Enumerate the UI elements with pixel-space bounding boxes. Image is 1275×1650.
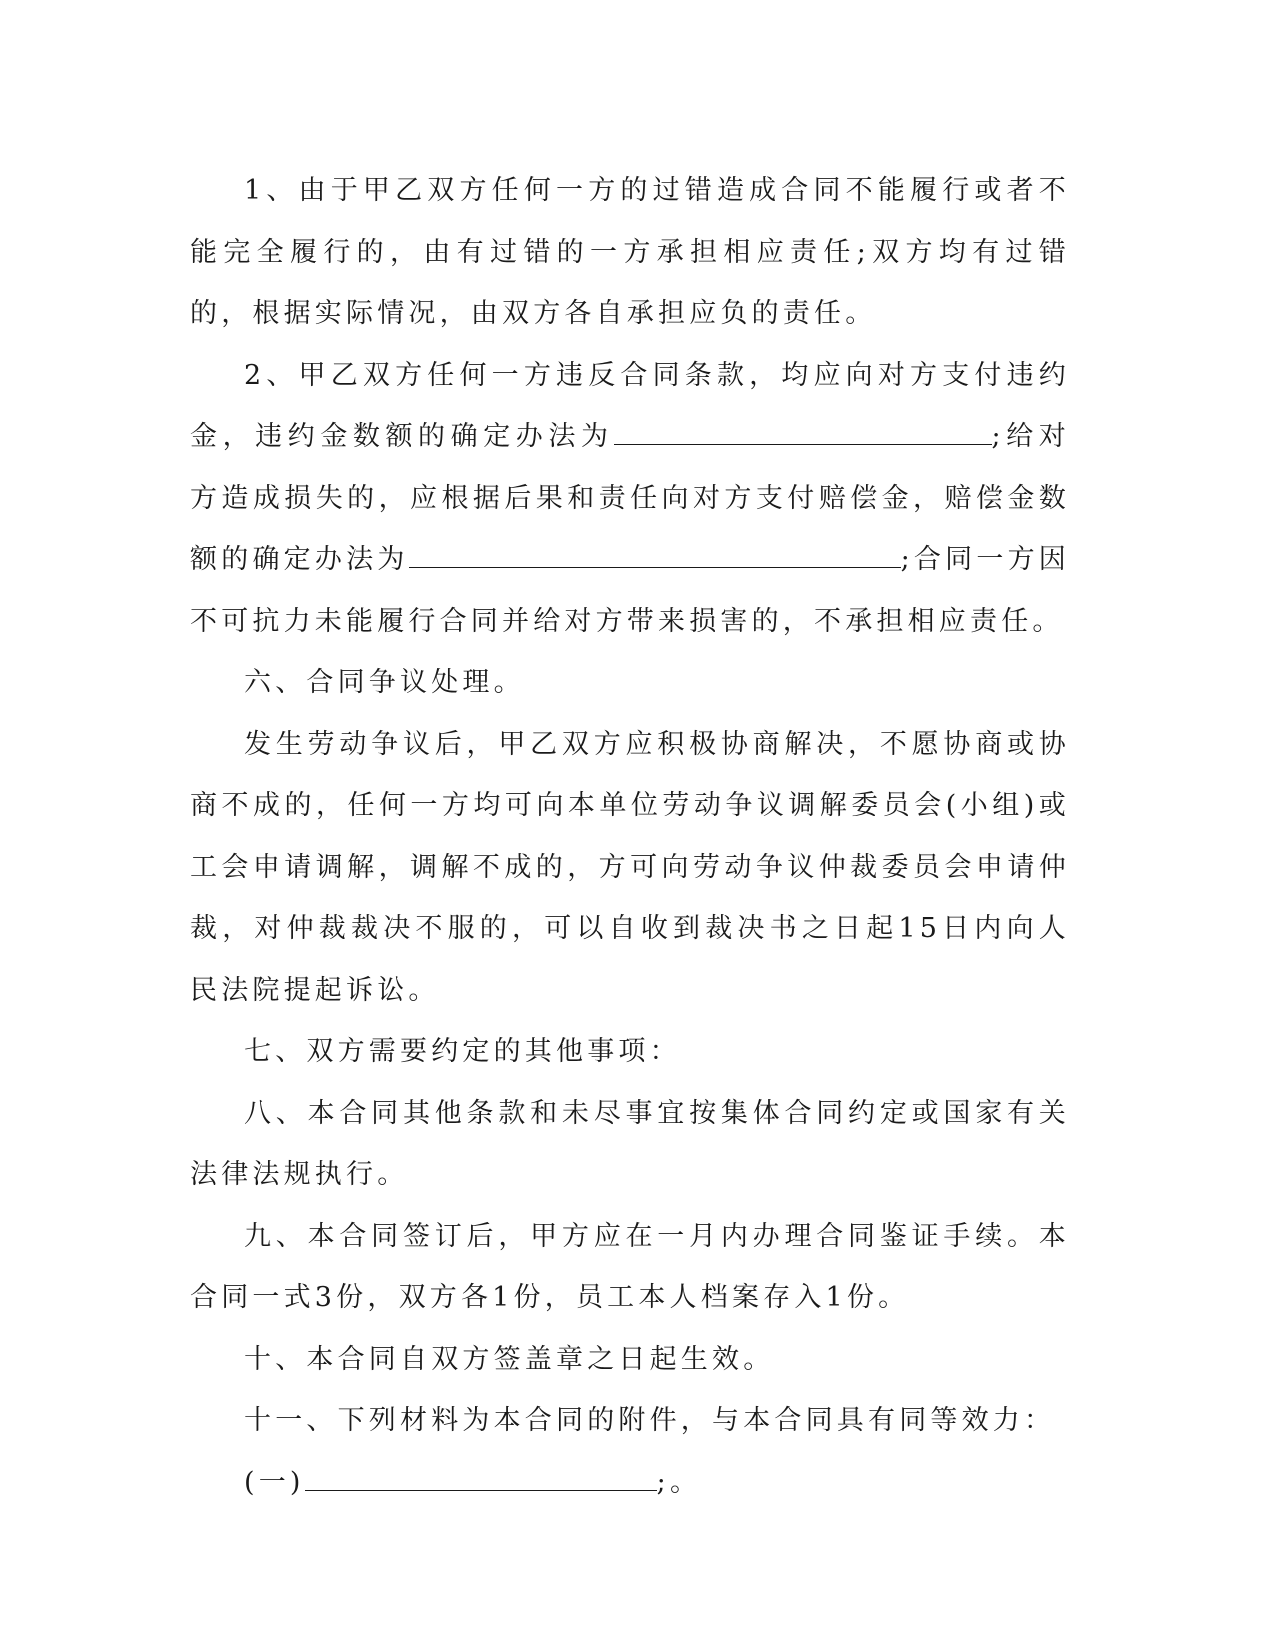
document-page — [190, 160, 1070, 1513]
fill-blank-compensation-method[interactable] — [409, 541, 901, 568]
clause-liquidated-damages: 2、甲乙双方任何一方违反合同条款，均应向对方支付违约金，违约金数额的确定办法为 ;给对方造成损失的，应根据后果和责任向对方支付赔偿金，赔偿金数额的确定办法为 ;合同一方因不可抗力未能履行合同并给对方带来损害的，不承担相应责任。 — [190, 359, 1070, 637]
section-other-matters: 七、双方需要约定的其他事项： — [244, 1036, 681, 1067]
section-attachments: 十一、下列材料为本合同的附件，与本合同具有同等效力： — [244, 1405, 1056, 1436]
fill-blank-attachment-1[interactable] — [305, 1464, 657, 1491]
section-dispute-heading: 六、合同争议处理。 — [244, 667, 525, 698]
fill-blank-penalty-method[interactable] — [614, 418, 992, 445]
section-effective-date: 十、本合同自双方签盖章之日起生效。 — [244, 1343, 775, 1375]
section-unresolved-terms: 八、本合同其他条款和未尽事宜按集体合同约定或国家有关法律法规执行。 — [190, 1097, 1070, 1190]
attachment-item-1: (一) ;。 — [190, 1452, 1070, 1514]
clause-dispute-resolution: 发生劳动争议后，甲乙双方应积极协商解决，不愿协商或协商不成的，任何一方均可向本单位劳动争议调解委员会(小组)或工会申请调解，调解不成的，方可向劳动争议仲裁委员会申请仲裁，对仲裁裁决不服的，可以自收到裁决书之日起15日内向人民法院提起诉讼。 — [190, 728, 1070, 1006]
clause-liability-fault: 1、由于甲乙双方任何一方的过错造成合同不能履行或者不能完全履行的，由有过错的一方承担相应责任;双方均有过错的，根据实际情况，由双方各自承担应负的责任。 — [190, 175, 1070, 329]
section-contract-verification: 九、本合同签订后，甲方应在一月内办理合同鉴证手续。本合同一式3份，双方各1份，员工本人档案存入1份。 — [190, 1220, 1070, 1313]
